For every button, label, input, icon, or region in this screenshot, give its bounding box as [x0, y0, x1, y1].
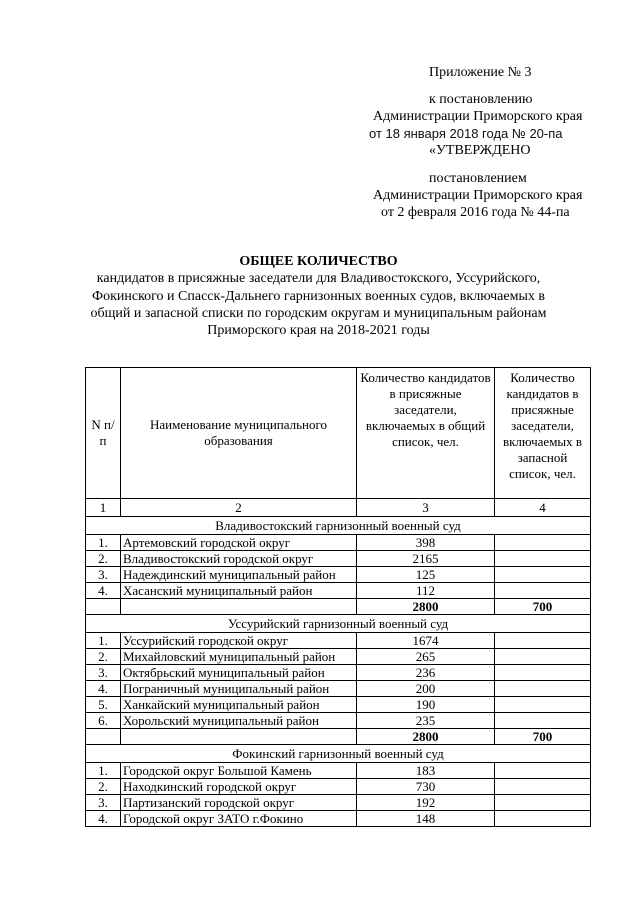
- table-row: [86, 583, 591, 599]
- candidates-table: [85, 367, 591, 827]
- reserve-list-count: [495, 763, 591, 779]
- administration-label-2: Администрации Приморского края: [373, 188, 583, 203]
- reserve-list-count: [495, 567, 591, 583]
- table-row: [86, 567, 591, 583]
- table-row: [86, 551, 591, 567]
- general-list-count: 265: [357, 649, 495, 665]
- municipality-name: Партизанский городской округ: [121, 795, 357, 811]
- resolution-label: постановлением: [429, 171, 527, 186]
- resolution-date: от 2 февраля 2016 года № 44-па: [381, 205, 570, 220]
- reserve-list-count: [495, 811, 591, 827]
- table-row: [86, 665, 591, 681]
- administration-label: Администрации Приморского края: [373, 109, 583, 124]
- municipality-name: Хорольский муниципальный район: [121, 713, 357, 729]
- general-list-count: 2165: [357, 551, 495, 567]
- column-number: 3: [357, 499, 495, 517]
- row-number: 1.: [86, 633, 121, 649]
- row-number: 3.: [86, 567, 121, 583]
- general-list-count: 200: [357, 681, 495, 697]
- section-header-row: [86, 615, 591, 633]
- municipality-name: Находкинский городской округ: [121, 779, 357, 795]
- municipality-name: Артемовский городской округ: [121, 535, 357, 551]
- section-title: Владивостокский гарнизонный военный суд: [86, 517, 591, 535]
- appendix-label: Приложение № 3: [429, 65, 532, 80]
- row-number: 3.: [86, 795, 121, 811]
- reserve-list-count: [495, 779, 591, 795]
- reserve-list-count: [495, 535, 591, 551]
- general-list-count: 192: [357, 795, 495, 811]
- table-header-row: [86, 368, 591, 499]
- total-empty-cell: [121, 729, 357, 745]
- document-title: ОБЩЕЕ КОЛИЧЕСТВО: [239, 254, 398, 269]
- title-line-1: кандидатов в присяжные заседатели для Владивостокского, Уссурийского,: [96, 271, 541, 286]
- table-row: [86, 697, 591, 713]
- general-list-count: 398: [357, 535, 495, 551]
- row-number: 4.: [86, 811, 121, 827]
- reserve-list-count: [495, 795, 591, 811]
- municipality-name: Уссурийский городской округ: [121, 633, 357, 649]
- municipality-name: Городской округ Большой Камень: [121, 763, 357, 779]
- column-number: 2: [121, 499, 357, 517]
- header-name: Наименование муниципального образования: [121, 368, 357, 499]
- header-number: N п/п: [86, 368, 121, 499]
- general-list-count: 112: [357, 583, 495, 599]
- handwritten-date: от 18 января 2018 года № 20-па: [369, 126, 563, 141]
- municipality-name: Городской округ ЗАТО г.Фокино: [121, 811, 357, 827]
- section-title: Уссурийский гарнизонный военный суд: [86, 615, 591, 633]
- reserve-list-count: [495, 551, 591, 567]
- table-row: [86, 649, 591, 665]
- municipality-name: Владивостокский городской округ: [121, 551, 357, 567]
- reserve-list-count: [495, 697, 591, 713]
- section-total-row: [86, 729, 591, 745]
- title-line-3: общий и запасной списки по городским округам и муниципальным районам: [90, 306, 547, 321]
- general-list-count: 1674: [357, 633, 495, 649]
- total-empty-cell: [121, 599, 357, 615]
- total-empty-cell: [86, 729, 121, 745]
- table-row: [86, 779, 591, 795]
- general-list-count: 125: [357, 567, 495, 583]
- total-reserve-count: 700: [495, 599, 591, 615]
- general-list-count: 235: [357, 713, 495, 729]
- column-number: 4: [495, 499, 591, 517]
- reserve-list-count: [495, 583, 591, 599]
- municipality-name: Октябрьский муниципальный район: [121, 665, 357, 681]
- reserve-list-count: [495, 713, 591, 729]
- municipality-name: Ханкайский муниципальный район: [121, 697, 357, 713]
- table-row: [86, 795, 591, 811]
- table-row: [86, 811, 591, 827]
- total-reserve-count: 700: [495, 729, 591, 745]
- row-number: 2.: [86, 551, 121, 567]
- municipality-name: Пограничный муниципальный район: [121, 681, 357, 697]
- section-total-row: [86, 599, 591, 615]
- to-resolution-label: к постановлению: [429, 92, 533, 107]
- row-number: 6.: [86, 713, 121, 729]
- total-empty-cell: [86, 599, 121, 615]
- general-list-count: 148: [357, 811, 495, 827]
- row-number: 5.: [86, 697, 121, 713]
- header-reserve-list: Количество кандидатов в присяжные заседатели, включаемых в запасной список, чел.: [495, 368, 591, 499]
- reserve-list-count: [495, 633, 591, 649]
- section-title: Фокинский гарнизонный военный суд: [86, 745, 591, 763]
- table-row: [86, 535, 591, 551]
- header-general-list: Количество кандидатов в присяжные заседатели, включаемых в общий список, чел.: [357, 368, 495, 499]
- row-number: 3.: [86, 665, 121, 681]
- section-header-row: [86, 745, 591, 763]
- approved-label: «УТВЕРЖДЕНО: [429, 143, 531, 158]
- table-row: [86, 681, 591, 697]
- row-number: 4.: [86, 681, 121, 697]
- title-line-4: Приморского края на 2018-2021 годы: [207, 323, 430, 338]
- municipality-name: Хасанский муниципальный район: [121, 583, 357, 599]
- table-row: [86, 633, 591, 649]
- row-number: 2.: [86, 649, 121, 665]
- column-numbers-row: [86, 499, 591, 517]
- title-line-2: Фокинского и Спасск-Дальнего гарнизонных военных судов, включаемых в: [92, 289, 545, 304]
- municipality-name: Михайловский муниципальный район: [121, 649, 357, 665]
- row-number: 1.: [86, 535, 121, 551]
- general-list-count: 730: [357, 779, 495, 795]
- section-header-row: [86, 517, 591, 535]
- row-number: 2.: [86, 779, 121, 795]
- row-number: 4.: [86, 583, 121, 599]
- total-general-count: 2800: [357, 599, 495, 615]
- table-row: [86, 713, 591, 729]
- total-general-count: 2800: [357, 729, 495, 745]
- general-list-count: 236: [357, 665, 495, 681]
- general-list-count: 190: [357, 697, 495, 713]
- municipality-name: Надеждинский муниципальный район: [121, 567, 357, 583]
- reserve-list-count: [495, 665, 591, 681]
- row-number: 1.: [86, 763, 121, 779]
- reserve-list-count: [495, 681, 591, 697]
- table-row: [86, 763, 591, 779]
- reserve-list-count: [495, 649, 591, 665]
- general-list-count: 183: [357, 763, 495, 779]
- column-number: 1: [86, 499, 121, 517]
